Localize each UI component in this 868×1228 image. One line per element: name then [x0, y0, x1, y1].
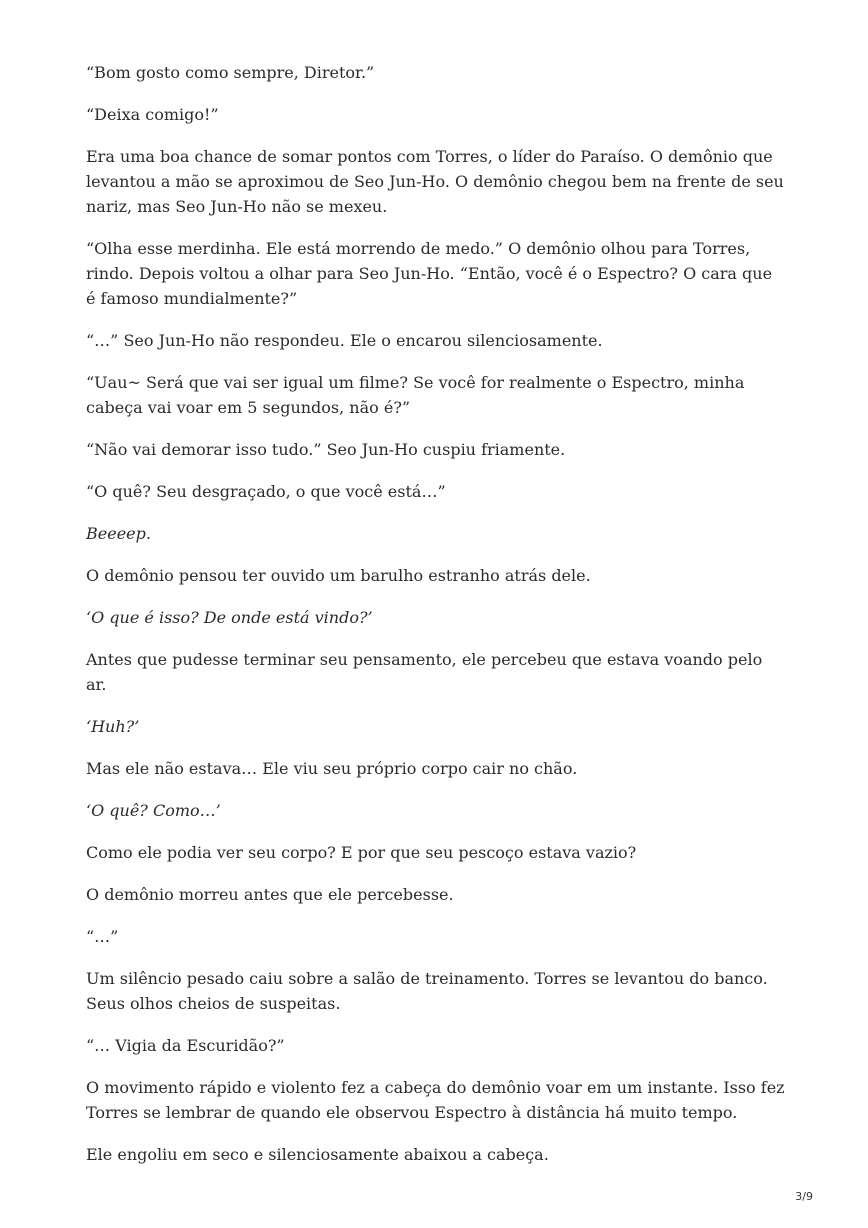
paragraph: “Bom gosto como sempre, Diretor.” [86, 63, 375, 82]
paragraph: Mas ele não estava… Ele viu seu próprio corpo cair no chão. [86, 759, 578, 778]
paragraph: O demônio morreu antes que ele percebesse. [86, 885, 454, 904]
paragraph: Era uma boa chance de somar pontos com Torres, o líder do Paraíso. O demônio que levantou a mão se aproximou de Seo Jun-Ho. O demônio chegou bem na frente de seu nariz, mas Seo Jun-Ho não se mexeu. [86, 147, 784, 216]
paragraph: “Uau~ Será que vai ser igual um filme? Se você for realmente o Espectro, minha cabeça vai voar em 5 segundos, não é?” [86, 373, 745, 417]
paragraph: “…” Seo Jun-Ho não respondeu. Ele o encarou silenciosamente. [86, 331, 603, 350]
paragraph-italic: ‘O que é isso? De onde está vindo?’ [86, 608, 373, 627]
paragraph-italic: ‘O quê? Como…’ [86, 801, 221, 820]
paragraph: “O quê? Seu desgraçado, o que você está…” [86, 482, 446, 501]
paragraph: Um silêncio pesado caiu sobre a salão de treinamento. Torres se levantou do banco. Seus olhos cheios de suspeitas. [86, 969, 768, 1013]
paragraph: “…” [86, 927, 119, 946]
paragraph: Ele engoliu em seco e silenciosamente abaixou a cabeça. [86, 1145, 549, 1164]
paragraph: “Não vai demorar isso tudo.” Seo Jun-Ho cuspiu friamente. [86, 440, 566, 459]
document-body [86, 60, 786, 1184]
paragraph: O demônio pensou ter ouvido um barulho estranho atrás dele. [86, 566, 591, 585]
paragraph: “… Vigia da Escuridão?” [86, 1036, 285, 1055]
page-number: 3/9 [795, 1190, 813, 1203]
paragraph-italic: Beeeep. [86, 524, 151, 543]
paragraph: O movimento rápido e violento fez a cabeça do demônio voar em um instante. Isso fez Torres se lembrar de quando ele observou Espectro à distância há muito tempo. [86, 1078, 785, 1122]
paragraph: “Olha esse merdinha. Ele está morrendo de medo.” O demônio olhou para Torres, rindo. Depois voltou a olhar para Seo Jun-Ho. “Então, você é o Espectro? O cara que é famoso mundialmente?” [86, 239, 773, 308]
paragraph: “Deixa comigo!” [86, 105, 219, 124]
paragraph: Antes que pudesse terminar seu pensamento, ele percebeu que estava voando pelo ar. [86, 650, 763, 694]
paragraph: Como ele podia ver seu corpo? E por que seu pescoço estava vazio? [86, 843, 637, 862]
paragraph-italic: ‘Huh?’ [86, 717, 140, 736]
